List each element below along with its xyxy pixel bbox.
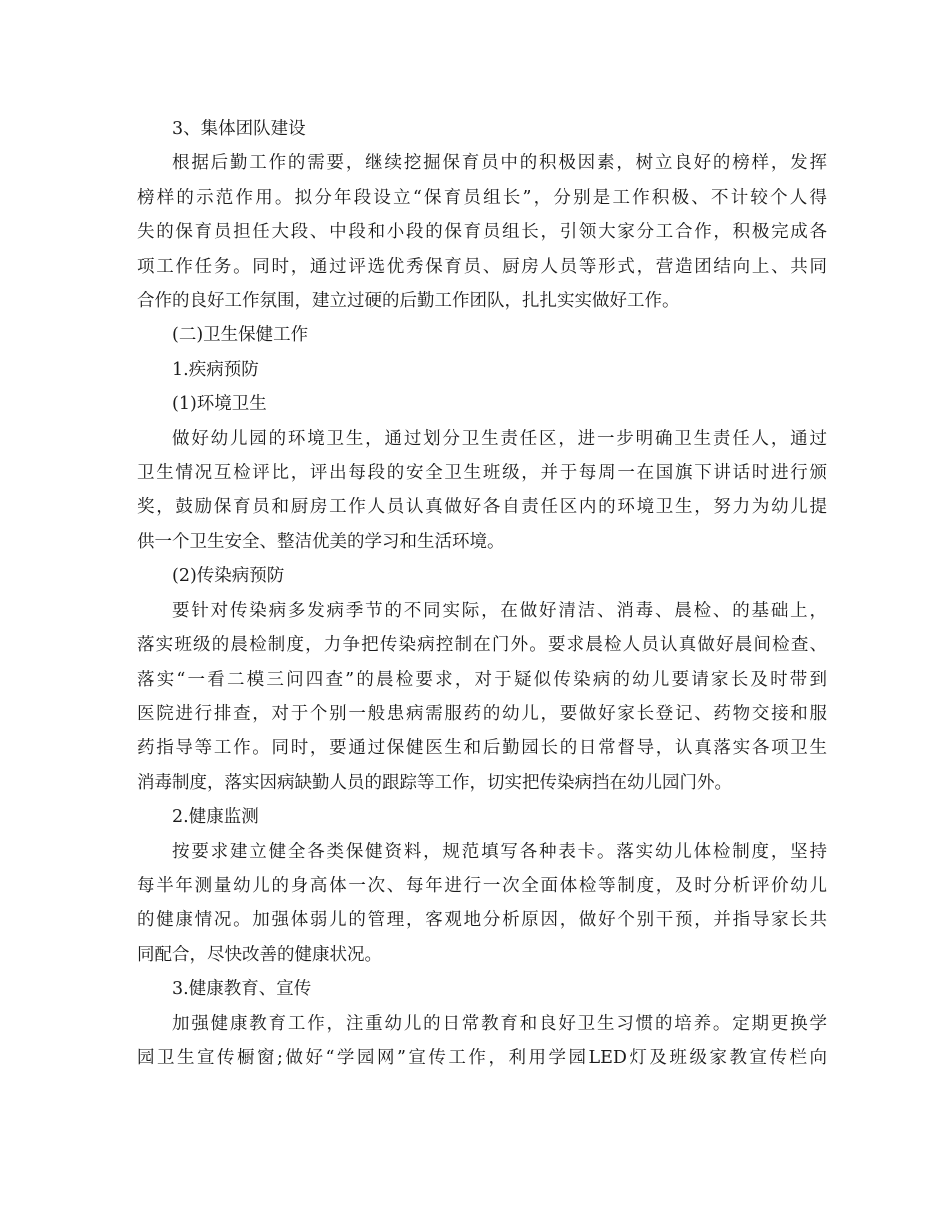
paragraph [137,1007,827,1076]
section-heading: (1)环境卫生 [172,394,267,415]
paragraph-line: 药指导等工作。同时，要通过保健医生和后勤园长的日常督导，认真落实各项卫生 [137,738,827,759]
paragraph-line: 医院进行排查，对于个别一般患病需服药的幼儿，要做好家长登记、药物交接和服 [137,703,827,724]
paragraph-line: 榜样的示范作用。拟分年段设立“保育员组长”，分别是工作积极、不计较个人得 [137,187,827,208]
paragraph-line: 落实“一看二模三问四查”的晨检要求，对于疑似传染病的幼儿要请家长及时带到 [137,669,827,690]
paragraph-line: 消毒制度，落实因病缺勤人员的跟踪等工作，切实把传染病挡在幼儿园门外。 [137,772,732,793]
paragraph-line: 合作的良好工作氛围，建立过硬的后勤工作团队，扎扎实实做好工作。 [137,291,680,312]
paragraph-line: 的健康情况。加强体弱儿的管理，客观地分析原因，做好个别干预，并指导家长共 [137,910,827,931]
section-heading: 2.健康监测 [172,807,259,828]
section-heading: (2)传染病预防 [172,566,285,587]
paragraph-line: 卫生情况互检评比，评出每段的安全卫生班级，并于每周一在国旗下讲话时进行颁 [137,463,827,484]
paragraph-line: 加强健康教育工作，注重幼儿的日常教育和良好卫生习惯的培养。定期更换学 [172,1013,827,1034]
paragraph-line: 失的保育员担任大段、中段和小段的保育员组长，引领大家分工合作，积极完成各 [137,222,827,243]
paragraph-line: 每半年测量幼儿的身高体一次、每年进行一次全面体检等制度，及时分析评价幼儿 [137,875,827,896]
paragraph-line: 做好幼儿园的环境卫生，通过划分卫生责任区，进一步明确卫生责任人，通过 [172,428,827,449]
paragraph-line: 项工作任务。同时，通过评选优秀保育员、厨房人员等形式，营造团结向上、共同 [137,256,827,277]
paragraph [137,146,827,318]
paragraph-line: 园卫生宣传橱窗;做好“学园网”宣传工作，利用学园LED灯及班级家教宣传栏向 [137,1047,827,1068]
paragraph [137,835,827,973]
paragraph-line: 供一个卫生安全、整洁优美的学习和生活环境。 [137,531,505,552]
section-heading: 3.健康教育、宣传 [172,979,312,1000]
section-heading: 1.疾病预防 [172,359,259,380]
section-heading: (二)卫生保健工作 [172,325,309,346]
paragraph-line: 按要求建立健全各类保健资料，规范填写各种表卡。落实幼儿体检制度，坚持 [172,841,827,862]
section-heading: 3、集体团队建设 [172,119,306,139]
paragraph-line: 要针对传染病多发病季节的不同实际，在做好清洁、消毒、晨检、的基础上， [172,600,827,621]
paragraph [137,422,827,560]
paragraph-line: 同配合，尽快改善的健康状况。 [137,944,382,965]
paragraph-line: 根据后勤工作的需要，继续挖掘保育员中的积极因素，树立良好的榜样，发挥 [172,153,827,174]
paragraph [137,594,827,800]
document-body [137,112,827,1075]
paragraph-line: 奖，鼓励保育员和厨房工作人员认真做好各自责任区内的环境卫生，努力为幼儿提 [137,497,827,518]
paragraph-line: 落实班级的晨检制度，力争把传染病控制在门外。要求晨检人员认真做好晨间检查、 [137,635,827,656]
